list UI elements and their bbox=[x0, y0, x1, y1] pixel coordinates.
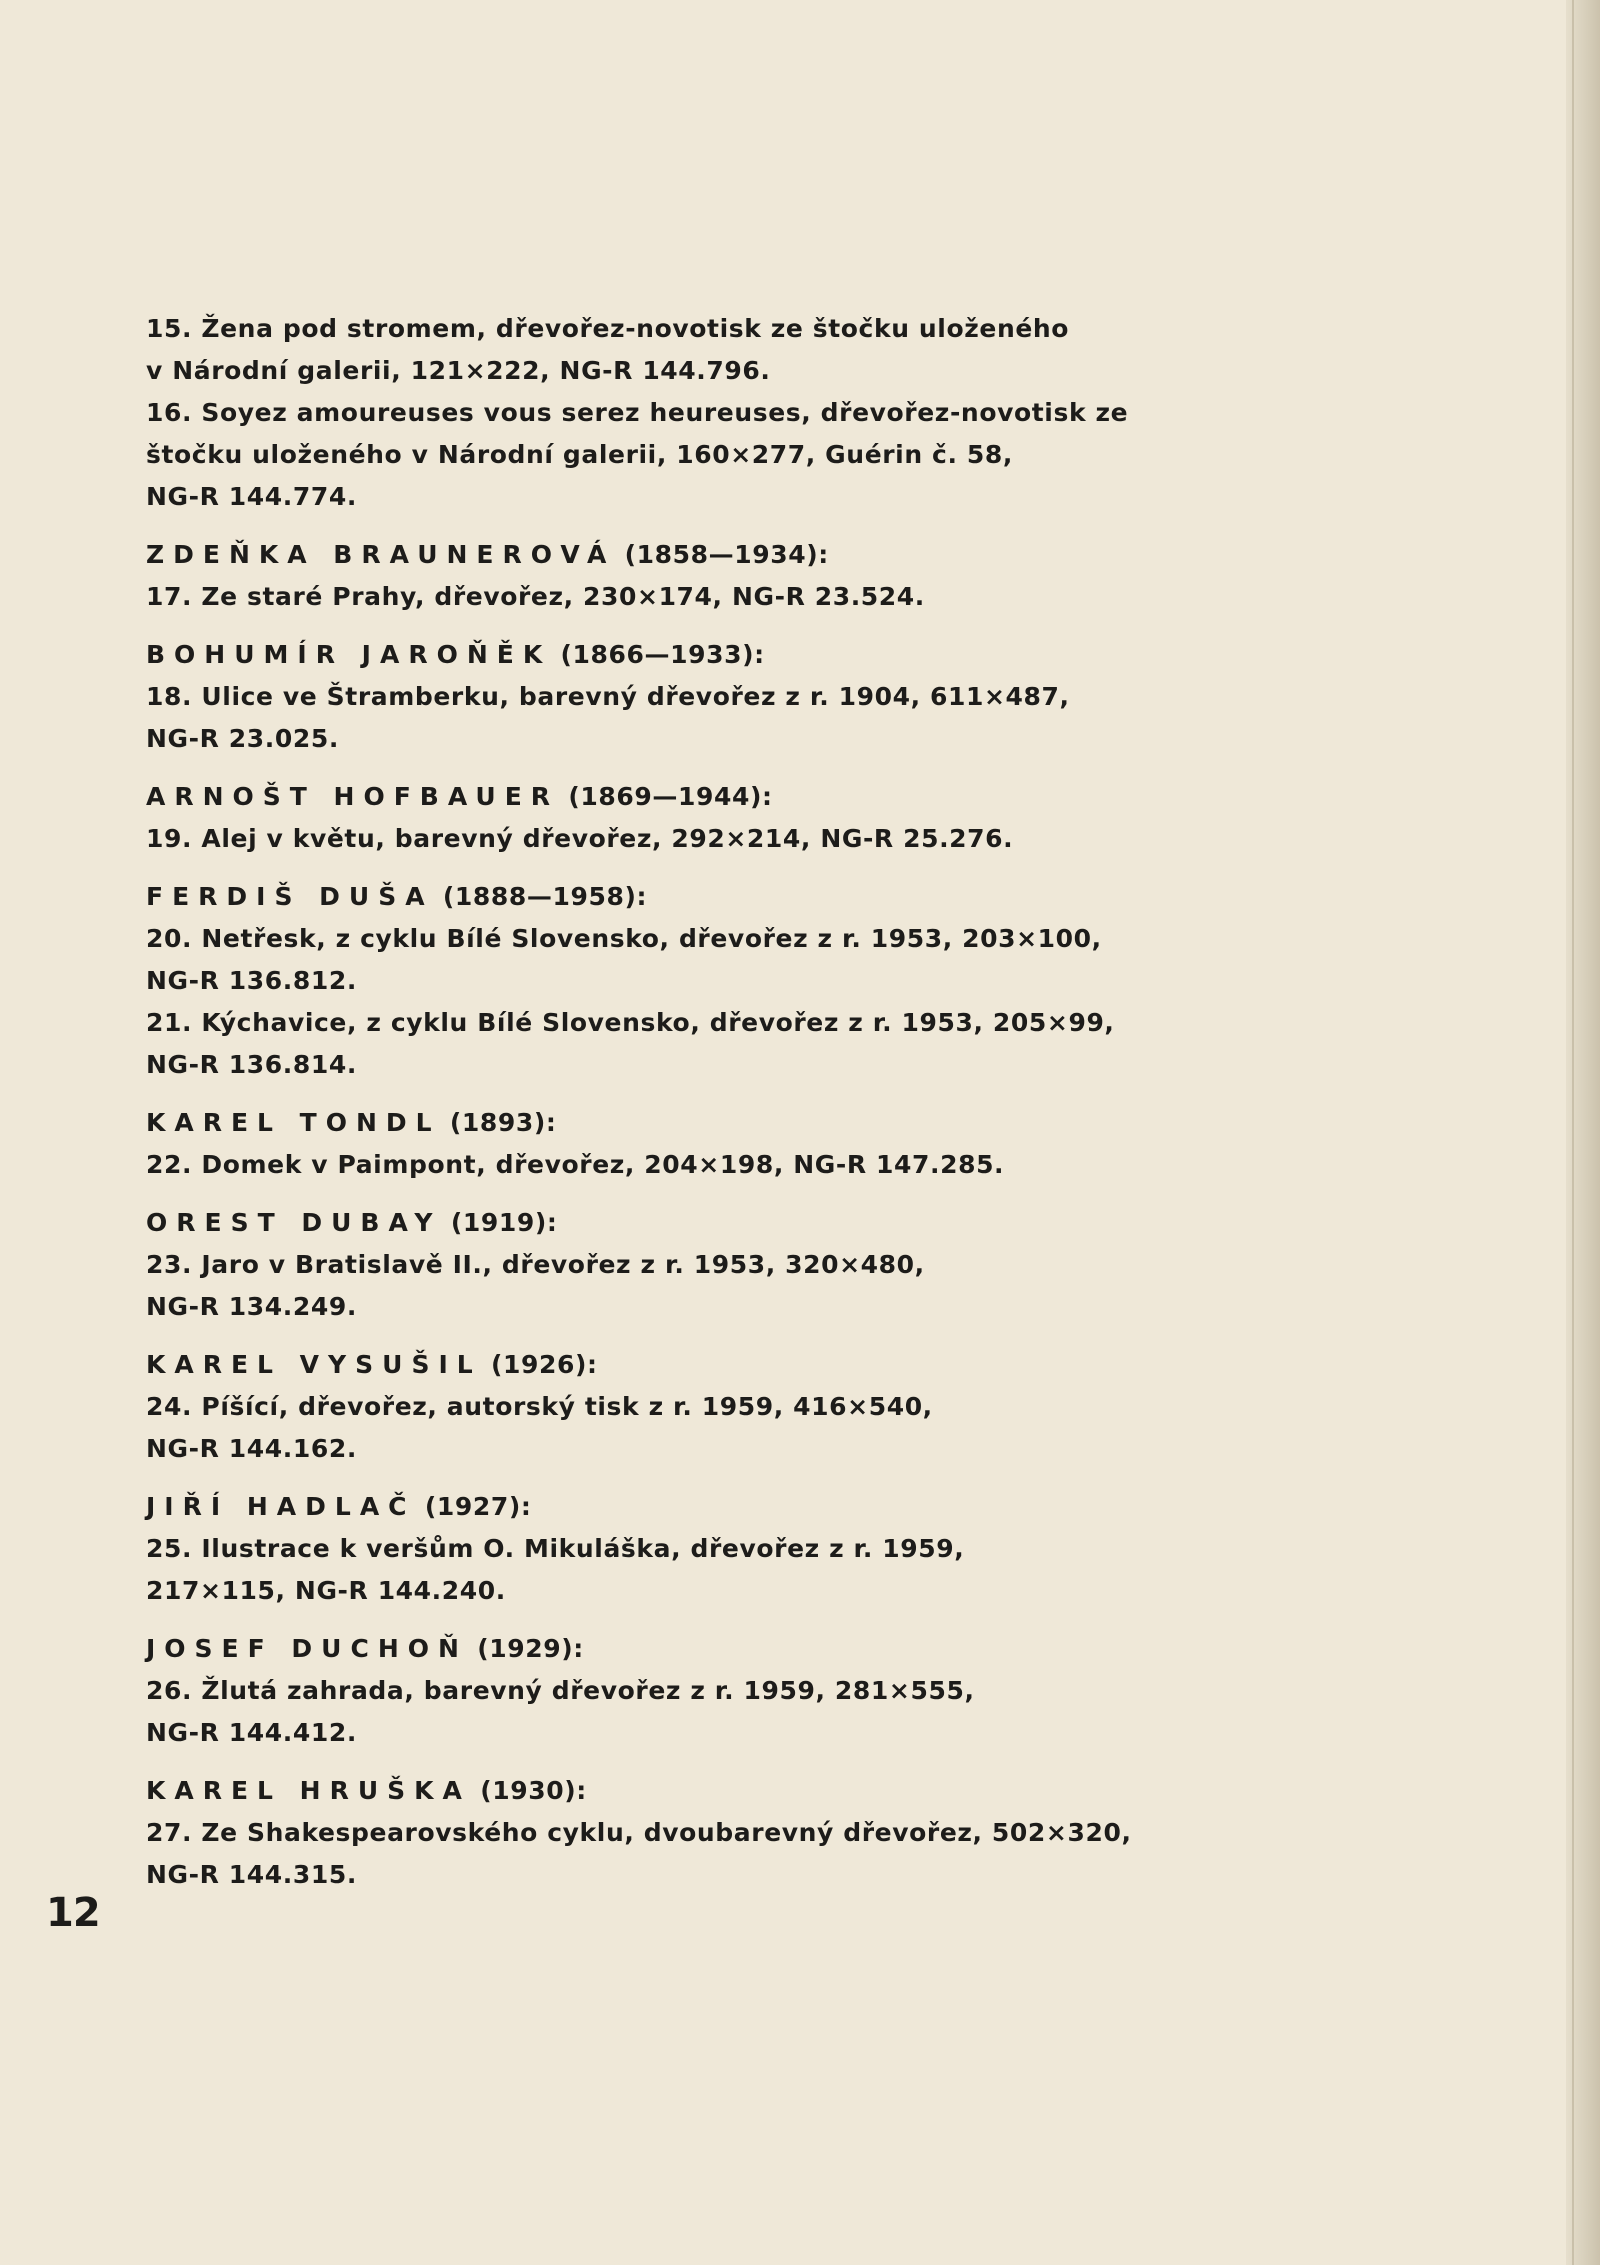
artist-dates: (1926): bbox=[481, 1350, 598, 1379]
catalogue-entry: 22. Domek v Paimpont, dřevořez, 204×198, NG-R 147.285. bbox=[146, 1150, 1005, 1179]
artist-dates: (1919): bbox=[441, 1208, 558, 1237]
artist-name: BOHUMÍR JAROŇĚK bbox=[146, 640, 552, 669]
artist-heading bbox=[146, 1344, 1146, 1386]
catalogue-entry: 25. Ilustrace k veršům O. Mikuláška, dřevořez z r. 1959, 217×115, NG-R 144.240. bbox=[146, 1534, 965, 1605]
catalogue-entry: 23. Jaro v Bratislavě II., dřevořez z r. 1953, 320×480, NG-R 134.249. bbox=[146, 1250, 925, 1321]
catalogue-list bbox=[146, 308, 1146, 1896]
artist-dates: (1888—1958): bbox=[433, 882, 648, 911]
catalogue-entry: 18. Ulice ve Štramberku, barevný dřevořez z r. 1904, 611×487, NG-R 23.025. bbox=[146, 682, 1070, 753]
catalogue-entry: 21. Kýchavice, z cyklu Bílé Slovensko, dřevořez z r. 1953, 205×99, NG-R 136.814. bbox=[146, 1008, 1115, 1079]
artist-name: OREST DUBAY bbox=[146, 1208, 442, 1237]
artist-dates: (1930): bbox=[470, 1776, 587, 1805]
artist-heading bbox=[146, 534, 1146, 576]
artist-heading bbox=[146, 634, 1146, 676]
artist-name: KAREL HRUŠKA bbox=[146, 1776, 471, 1805]
artist-heading bbox=[146, 1486, 1146, 1528]
artist-name: JOSEF DUCHOŇ bbox=[146, 1634, 468, 1663]
catalogue-entry: 27. Ze Shakespearovského cyklu, dvoubarevný dřevořez, 502×320, NG-R 144.315. bbox=[146, 1818, 1132, 1889]
artist-dates: (1866—1933): bbox=[551, 640, 765, 669]
artist-heading bbox=[146, 1102, 1146, 1144]
page-number: 12 bbox=[46, 1890, 100, 1936]
artist-heading bbox=[146, 1770, 1146, 1812]
artist-heading bbox=[146, 1202, 1146, 1244]
artist-dates: (1927): bbox=[415, 1492, 532, 1521]
catalogue-entry: 24. Píšící, dřevořez, autorský tisk z r. 1959, 416×540, NG-R 144.162. bbox=[146, 1392, 933, 1463]
artist-name: KAREL TONDL bbox=[146, 1108, 441, 1137]
page-fold-line bbox=[1572, 0, 1574, 2265]
catalogue-entry: 16. Soyez amoureuses vous serez heureuses, dřevořez-novotisk ze štočku uloženého v Národní galerii, 160×277, Guérin č. 58, NG-R 144.774. bbox=[146, 398, 1129, 511]
catalogue-entry: 17. Ze staré Prahy, dřevořez, 230×174, NG-R 23.524. bbox=[146, 582, 925, 611]
artist-heading bbox=[146, 876, 1146, 918]
artist-heading bbox=[146, 776, 1146, 818]
artist-heading bbox=[146, 1628, 1146, 1670]
artist-dates: (1858—1934): bbox=[615, 540, 829, 569]
catalogue-entry: 19. Alej v květu, barevný dřevořez, 292×214, NG-R 25.276. bbox=[146, 824, 1014, 853]
artist-name: KAREL VYSUŠIL bbox=[146, 1350, 482, 1379]
artist-name: FERDIŠ DUŠA bbox=[146, 882, 434, 911]
artist-dates: (1929): bbox=[467, 1634, 584, 1663]
artist-dates: (1893): bbox=[440, 1108, 557, 1137]
artist-name: ARNOŠT HOFBAUER bbox=[146, 782, 560, 811]
artist-name: ZDEŇKA BRAUNEROVÁ bbox=[146, 540, 616, 569]
catalogue-entry: 20. Netřesk, z cyklu Bílé Slovensko, dřevořez z r. 1953, 203×100, NG-R 136.812. bbox=[146, 924, 1102, 995]
catalogue-entry: 26. Žlutá zahrada, barevný dřevořez z r. 1959, 281×555, NG-R 144.412. bbox=[146, 1676, 975, 1747]
artist-dates: (1869—1944): bbox=[559, 782, 773, 811]
catalogue-entry: 15. Žena pod stromem, dřevořez-novotisk ze štočku uloženého v Národní galerii, 121×222, NG-R 144.796. bbox=[146, 314, 1070, 385]
artist-name: JIŘÍ HADLAČ bbox=[146, 1492, 416, 1521]
